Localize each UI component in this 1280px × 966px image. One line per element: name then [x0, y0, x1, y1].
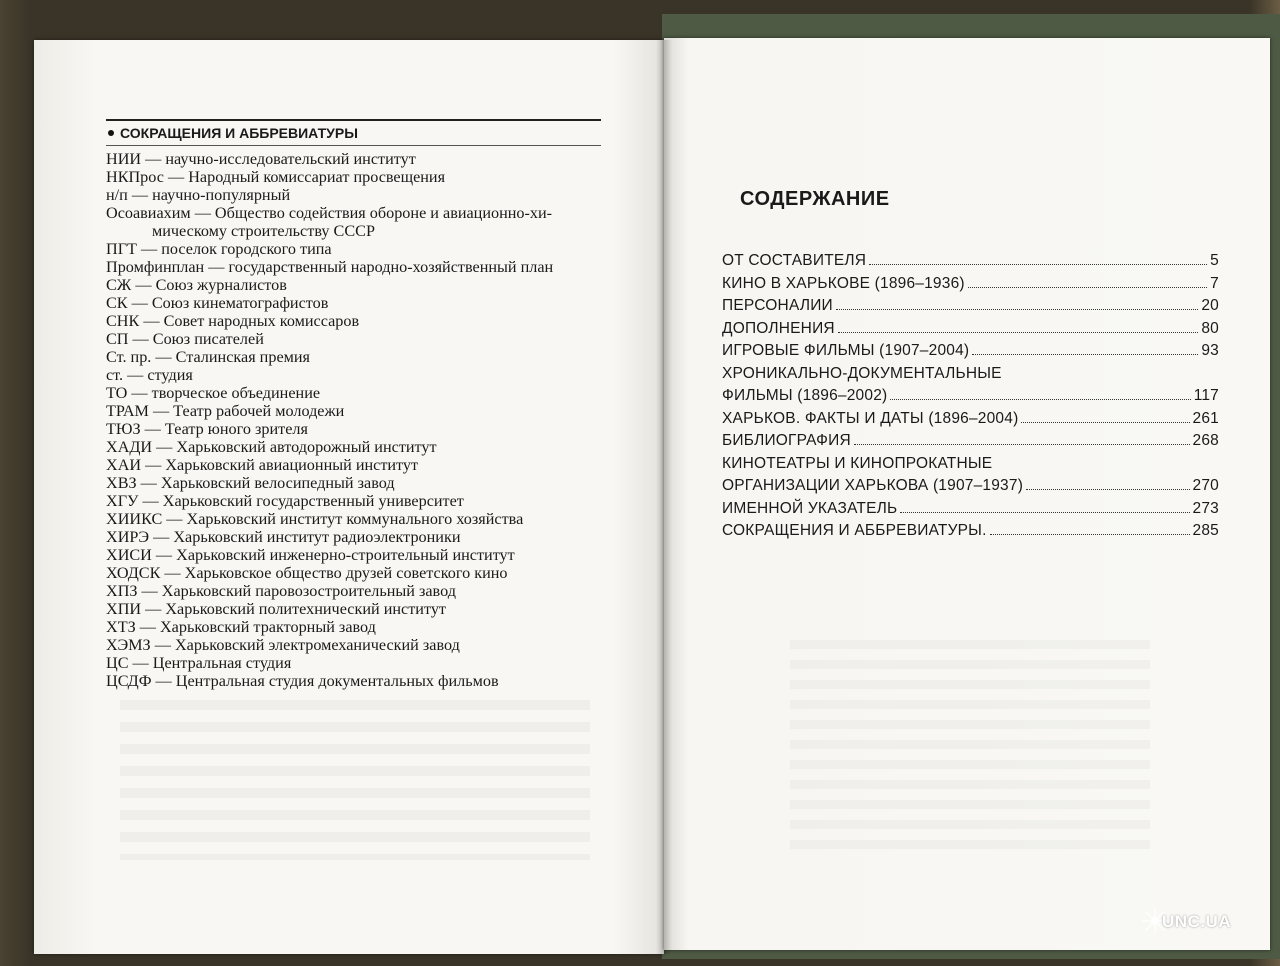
toc-entry-page: 80	[1201, 319, 1219, 337]
abbreviation-entry: ХПЗ — Харьковский паровозостроительный завод	[106, 582, 456, 600]
toc-leader-dots	[900, 512, 1189, 513]
abbreviation-list	[106, 150, 606, 690]
toc-entry	[722, 318, 1219, 341]
toc-entry-page: 20	[1201, 297, 1219, 314]
toc-entry	[722, 408, 1219, 431]
toc-entry-page: 273	[1192, 499, 1219, 517]
abbreviation-entry: ТО — творческое объединение	[106, 384, 321, 402]
bullet-icon	[108, 130, 114, 136]
toc-entry-label: ХАРЬКОВ. ФАКТЫ И ДАТЫ (1896–2004)	[722, 409, 1019, 427]
abbreviation-entry: ХПИ — Харьковский политехнический институт	[106, 600, 446, 618]
toc-entry-label: ФИЛЬМЫ (1896–2002)	[722, 387, 888, 404]
toc-leader-dots	[968, 287, 1207, 288]
abbreviation-entry: СК — Союз кинематографистов	[106, 294, 329, 312]
toc-entry-label: КИНОТЕАТРЫ И КИНОПРОКАТНЫЕ	[722, 454, 993, 472]
toc-entry-page: 270	[1192, 477, 1219, 494]
toc-leader-dots	[1026, 489, 1189, 490]
abbreviation-entry: Ст. пр. — Сталинская премия	[106, 348, 310, 366]
toc-entry-label: ОРГАНИЗАЦИИ ХАРЬКОВА (1907–1937)	[722, 477, 1024, 494]
abbreviation-entry: НИИ — научно-исследовательский институт	[106, 150, 416, 168]
toc-entry-label: ИМЕННОЙ УКАЗАТЕЛЬ	[722, 499, 898, 517]
toc-leader-dots	[838, 332, 1199, 333]
abbreviation-entry: СНК — Совет народных комиссаров	[106, 312, 360, 330]
toc-entry-label: ДОПОЛНЕНИЯ	[722, 319, 835, 337]
toc-entry-page: 117	[1193, 387, 1219, 404]
abbreviation-entry: ХВЗ — Харьковский велосипедный завод	[106, 474, 395, 492]
toc-entry-page: 93	[1201, 342, 1219, 359]
section-header	[106, 119, 601, 146]
toc-entry	[722, 250, 1219, 273]
abbreviation-entry: Осоавиахим — Общество содействия обороне и авиационно-хи-	[106, 204, 553, 222]
toc-entry	[722, 430, 1219, 453]
toc-entry-label: БИБЛИОГРАФИЯ	[722, 432, 851, 449]
toc-entry-page: 285	[1192, 522, 1219, 539]
abbreviation-entry: ПГТ — поселок городского типа	[106, 240, 332, 258]
abbreviation-entry: ХТЗ — Харьковский тракторный завод	[106, 618, 376, 636]
abbreviation-entry: ХИРЭ — Харьковский институт радиоэлектроники	[106, 528, 461, 546]
toc-entry	[722, 453, 1219, 476]
abbreviation-entry: СЖ — Союз журналистов	[106, 276, 287, 294]
abbreviation-entry: ХОДСК — Харьковское общество друзей советского кино	[106, 564, 508, 582]
toc-title: СОДЕРЖАНИЕ	[740, 188, 890, 210]
toc-entry	[722, 520, 1219, 543]
toc-entry	[722, 385, 1219, 408]
toc-entry-label: КИНО В ХАРЬКОВЕ (1896–1936)	[722, 274, 965, 292]
toc-entry	[722, 475, 1219, 498]
book-spine	[656, 40, 672, 954]
toc-leader-dots	[990, 534, 1190, 535]
toc-leader-dots	[890, 399, 1190, 400]
watermark-text: UNC.UA	[1162, 912, 1232, 931]
toc-entry-page: 261	[1192, 409, 1219, 427]
toc-entry	[722, 498, 1219, 521]
toc-leader-dots	[869, 264, 1207, 265]
abbreviation-entry: ХИИКС — Харьковский институт коммунального хозяйства	[106, 510, 524, 528]
abbreviation-entry: ХАДИ — Харьковский автодорожный институт	[106, 438, 437, 456]
abbreviation-entry: мическому строительству СССР	[152, 222, 375, 240]
abbreviation-entry: ХГУ — Харьковский государственный университет	[106, 492, 464, 510]
abbreviation-entry: ТРАМ — Театр рабочей молодежи	[106, 402, 345, 420]
abbreviation-entry: СП — Союз писателей	[106, 330, 264, 348]
toc-entry-page: 268	[1192, 432, 1219, 449]
toc-entry	[722, 340, 1219, 363]
toc-entry-page: 7	[1210, 274, 1219, 292]
toc-leader-dots	[1021, 422, 1189, 423]
toc-entry-label: ПЕРСОНАЛИИ	[722, 297, 833, 314]
toc-leader-dots	[854, 444, 1190, 445]
abbreviation-entry: ХАИ — Харьковский авиационный институт	[106, 456, 419, 474]
toc-entry	[722, 273, 1219, 296]
toc-entry-label: СОКРАЩЕНИЯ И АББРЕВИАТУРЫ.	[722, 522, 987, 539]
section-title: СОКРАЩЕНИЯ И АББРЕВИАТУРЫ	[120, 125, 358, 141]
toc-entry	[722, 363, 1219, 386]
toc-entry-label: ИГРОВЫЕ ФИЛЬМЫ (1907–2004)	[722, 342, 970, 359]
abbreviation-entry: ХИСИ — Харьковский инженерно-строительный институт	[106, 546, 515, 564]
toc-leader-dots	[972, 354, 1198, 355]
abbreviation-entry: Промфинплан — государственный народно-хозяйственный план	[106, 258, 554, 276]
abbreviation-entry: НКПрос — Народный комиссариат просвещения	[106, 168, 446, 186]
toc-entry	[722, 295, 1219, 318]
toc-leader-dots	[836, 309, 1198, 310]
abbreviation-entry: ХЭМЗ — Харьковский электромеханический завод	[106, 636, 460, 654]
abbreviation-entry: н/п — научно-популярный	[106, 186, 291, 204]
abbreviation-entry: ст. — студия	[106, 366, 193, 384]
table-of-contents	[722, 250, 1219, 543]
toc-entry-label: ХРОНИКАЛЬНО-ДОКУМЕНТАЛЬНЫЕ	[722, 364, 1002, 382]
abbreviation-entry: ЦС — Центральная студия	[106, 654, 292, 672]
abbreviation-entry: ТЮЗ — Театр юного зрителя	[106, 420, 308, 438]
abbreviation-entry: ЦСДФ — Центральная студия документальных фильмов	[106, 672, 499, 690]
toc-entry-page: 5	[1210, 252, 1219, 269]
toc-entry-label: ОТ СОСТАВИТЕЛЯ	[722, 252, 867, 269]
